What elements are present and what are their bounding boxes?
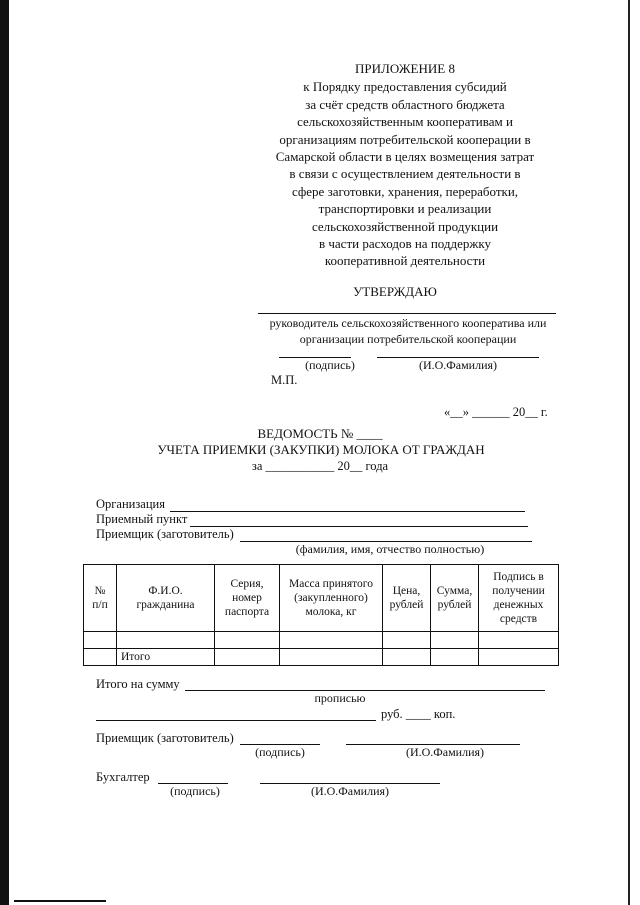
table-cell[interactable] (84, 632, 117, 649)
receiver-label: Приемщик (заготовитель) (96, 527, 234, 541)
approval-role-line: руководитель сельскохозяйственного кооператива или (269, 316, 547, 330)
table-cell[interactable] (431, 632, 479, 649)
table-cell[interactable] (431, 649, 479, 666)
accountant-name-caption: (И.О.Фамилия) (310, 784, 390, 798)
appendix-block (235, 60, 575, 270)
header-mass: Масса принятого (закупленного) молока, кг (280, 565, 383, 632)
table-total-row (84, 649, 559, 666)
table-header-row (84, 565, 559, 632)
total-sum-label: Итого на сумму (96, 677, 180, 691)
receiver-caption: (фамилия, имя, отчество полностью) (295, 542, 485, 556)
table-cell[interactable] (280, 649, 383, 666)
approval-signature-line (258, 313, 556, 314)
table-cell[interactable] (383, 632, 431, 649)
header-price: Цена, рублей (383, 565, 431, 632)
amount-words-field[interactable] (96, 720, 376, 721)
footer-sign-caption: (подпись) (255, 745, 305, 759)
appendix-line: сельскохозяйственным кооперативам и (297, 114, 513, 130)
appendix-line: в связи с осуществлением деятельности в (289, 166, 521, 182)
appendix-line: транспортировки и реализации (318, 201, 492, 217)
approval-heading: УТВЕРЖДАЮ (353, 284, 437, 299)
header-signature: Подпись в получении денежных средств (479, 565, 559, 632)
table-cell[interactable] (479, 632, 559, 649)
table-cell[interactable] (280, 632, 383, 649)
milk-table (83, 564, 559, 666)
accountant-sign-caption: (подпись) (170, 784, 220, 798)
approval-role-line: организации потребительской кооперации (299, 332, 517, 346)
appendix-line: за счёт средств областного бюджета (305, 96, 505, 112)
footer-receiver-label: Приемщик (заготовитель) (96, 731, 234, 745)
approval-date: «__» ______ 20__ г. (444, 405, 548, 419)
appendix-line: в части расходов на поддержку (318, 236, 492, 252)
table-cell[interactable] (117, 632, 215, 649)
appendix-line: сфере заготовки, хранения, переработки, (291, 183, 519, 199)
appendix-line: организациям потребительской кооперации в (279, 131, 531, 147)
appendix-title: ПРИЛОЖЕНИЕ 8 (355, 61, 455, 76)
appendix-line: сельскохозяйственной продукции (311, 218, 499, 234)
reception-point-label: Приемный пункт (96, 512, 188, 526)
scan-edge-left (0, 0, 9, 905)
header-passport: Серия, номер паспорта (215, 565, 280, 632)
stamp-label: М.П. (271, 373, 298, 387)
header-fio: Ф.И.О. гражданина (117, 565, 215, 632)
rub-label: руб. ____ коп. (381, 707, 456, 721)
header-sum: Сумма, рублей (431, 565, 479, 632)
table-row (84, 632, 559, 649)
appendix-line: кооперативной деятельности (324, 253, 486, 269)
scan-bottom-line (14, 900, 106, 902)
document-subtitle: УЧЕТА ПРИЕМКИ (ЗАКУПКИ) МОЛОКА ОТ ГРАЖДАН (157, 442, 485, 457)
table-cell[interactable] (215, 649, 280, 666)
total-label: Итого (117, 649, 215, 666)
table-cell[interactable] (383, 649, 431, 666)
approval-sign-caption: (подпись) (305, 358, 355, 372)
table-cell[interactable] (84, 649, 117, 666)
organization-label: Организация (96, 497, 165, 511)
table-cell[interactable] (215, 632, 280, 649)
in-words-caption: прописью (314, 691, 366, 705)
document-period: за ___________ 20__ года (251, 459, 389, 473)
header-number: № п/п (84, 565, 117, 632)
document-title: ВЕДОМОСТЬ № ____ (257, 426, 383, 441)
approval-name-caption: (И.О.Фамилия) (418, 358, 498, 372)
appendix-line: Самарской области в целях возмещения затрат (275, 149, 535, 165)
reception-point-field[interactable] (190, 526, 528, 527)
scan-edge-right (628, 0, 630, 905)
footer-name-caption: (И.О.Фамилия) (405, 745, 485, 759)
approval-role (240, 315, 576, 347)
organization-field[interactable] (170, 511, 525, 512)
appendix-line: к Порядку предоставления субсидий (303, 79, 507, 95)
accountant-label: Бухгалтер (96, 770, 150, 784)
table-cell[interactable] (479, 649, 559, 666)
